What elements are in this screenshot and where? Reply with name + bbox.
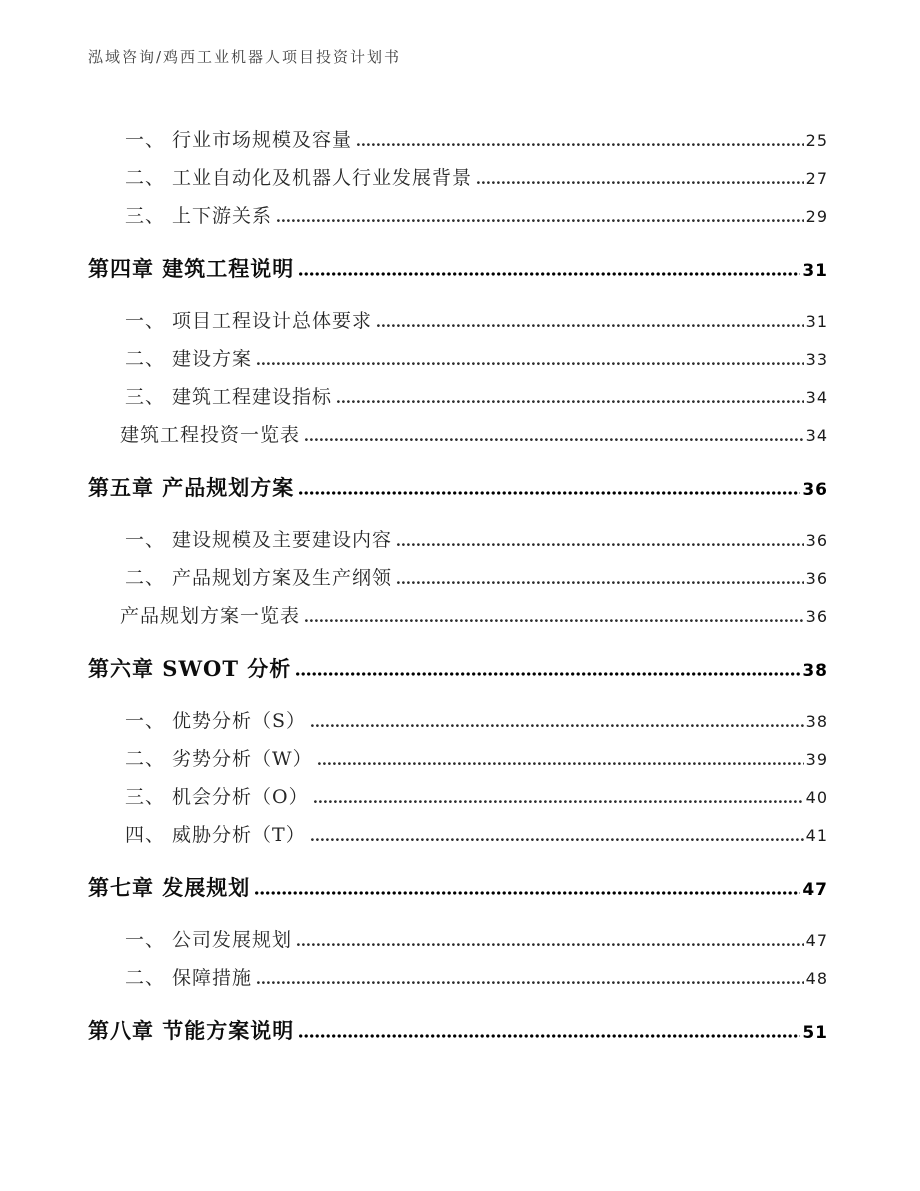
toc-entry[interactable] (0, 650, 828, 688)
dot-leader (305, 438, 804, 441)
page-number: 36 (802, 480, 828, 500)
page-number: 38 (805, 712, 828, 731)
page-number: 48 (805, 969, 828, 988)
dot-leader (255, 891, 800, 895)
toc-entry[interactable] (0, 121, 828, 159)
toc-entry[interactable] (0, 869, 828, 907)
dot-leader (318, 762, 804, 765)
toc-entry[interactable] (0, 416, 828, 454)
toc-entry-label: 第七章 发展规划 (88, 875, 251, 900)
toc-entry-label: 二、 建设方案 (125, 348, 253, 370)
page-number: 41 (805, 826, 828, 845)
dot-leader (477, 181, 804, 184)
dot-leader (299, 272, 800, 276)
page-number: 29 (805, 207, 828, 226)
toc-entry[interactable] (0, 959, 828, 997)
dot-leader (311, 838, 804, 841)
dot-leader (377, 324, 804, 327)
toc-entry[interactable] (0, 250, 828, 288)
page-number: 51 (802, 1023, 828, 1043)
page-number: 27 (805, 169, 828, 188)
page-number: 36 (805, 569, 828, 588)
dot-leader (397, 543, 804, 546)
page-number: 38 (802, 661, 828, 681)
page-number: 39 (805, 750, 828, 769)
page-number: 36 (805, 531, 828, 550)
document-header: 泓域咨询/鸡西工业机器人项目投资计划书 (88, 48, 402, 66)
toc-entry[interactable] (0, 378, 828, 416)
page-number: 31 (802, 261, 828, 281)
dot-leader (357, 143, 804, 146)
page-number: 47 (802, 880, 828, 900)
toc-entry-label: 二、 工业自动化及机器人行业发展背景 (125, 167, 473, 189)
toc-entry[interactable] (0, 816, 828, 854)
toc-entry[interactable] (0, 197, 828, 235)
dot-leader (257, 981, 804, 984)
toc-entry-label: 四、 威胁分析（T） (125, 824, 306, 846)
page-number: 36 (805, 607, 828, 626)
page-number: 31 (805, 312, 828, 331)
toc-entry[interactable] (0, 921, 828, 959)
toc-entry-label: 二、 产品规划方案及生产纲领 (125, 567, 393, 589)
toc-entry[interactable] (0, 740, 828, 778)
page-number: 25 (805, 131, 828, 150)
toc-entry-label: 第五章 产品规划方案 (88, 475, 295, 500)
dot-leader (314, 800, 804, 803)
toc-entry[interactable] (0, 1012, 828, 1050)
toc-entry-label: 第六章 SWOT 分析 (88, 656, 292, 681)
toc-entry-label: 三、 建筑工程建设指标 (125, 386, 333, 408)
toc-entry[interactable] (0, 521, 828, 559)
toc-entry[interactable] (0, 778, 828, 816)
dot-leader (257, 362, 804, 365)
toc-entry-label: 二、 劣势分析（W） (125, 748, 313, 770)
toc-entry[interactable] (0, 597, 828, 635)
toc-entry-label: 一、 行业市场规模及容量 (125, 129, 353, 151)
toc (0, 121, 828, 1064)
toc-entry-label: 产品规划方案一览表 (120, 605, 301, 627)
toc-entry-label: 建筑工程投资一览表 (120, 424, 301, 446)
toc-entry[interactable] (0, 340, 828, 378)
dot-leader (277, 219, 804, 222)
page-number: 34 (805, 388, 828, 407)
dot-leader (311, 724, 804, 727)
page-number: 40 (805, 788, 828, 807)
dot-leader (337, 400, 804, 403)
toc-entry[interactable] (0, 559, 828, 597)
dot-leader (397, 581, 804, 584)
toc-entry-label: 第四章 建筑工程说明 (88, 256, 295, 281)
dot-leader (297, 943, 804, 946)
toc-entry-label: 一、 优势分析（S） (125, 710, 307, 732)
toc-entry-label: 一、 建设规模及主要建设内容 (125, 529, 393, 551)
toc-entry[interactable] (0, 302, 828, 340)
toc-entry-label: 三、 机会分析（O） (125, 786, 309, 808)
toc-entry-label: 一、 项目工程设计总体要求 (125, 310, 373, 332)
toc-entry-label: 一、 公司发展规划 (125, 929, 293, 951)
dot-leader (299, 1034, 800, 1038)
toc-entry[interactable] (0, 702, 828, 740)
page-number: 47 (805, 931, 828, 950)
dot-leader (299, 491, 800, 495)
toc-entry-label: 三、 上下游关系 (125, 205, 273, 227)
toc-entry[interactable] (0, 159, 828, 197)
toc-entry-label: 第八章 节能方案说明 (88, 1018, 295, 1043)
toc-entry-label: 二、 保障措施 (125, 967, 253, 989)
page-number: 34 (805, 426, 828, 445)
dot-leader (305, 619, 804, 622)
dot-leader (296, 672, 800, 676)
page-number: 33 (805, 350, 828, 369)
toc-entry[interactable] (0, 469, 828, 507)
